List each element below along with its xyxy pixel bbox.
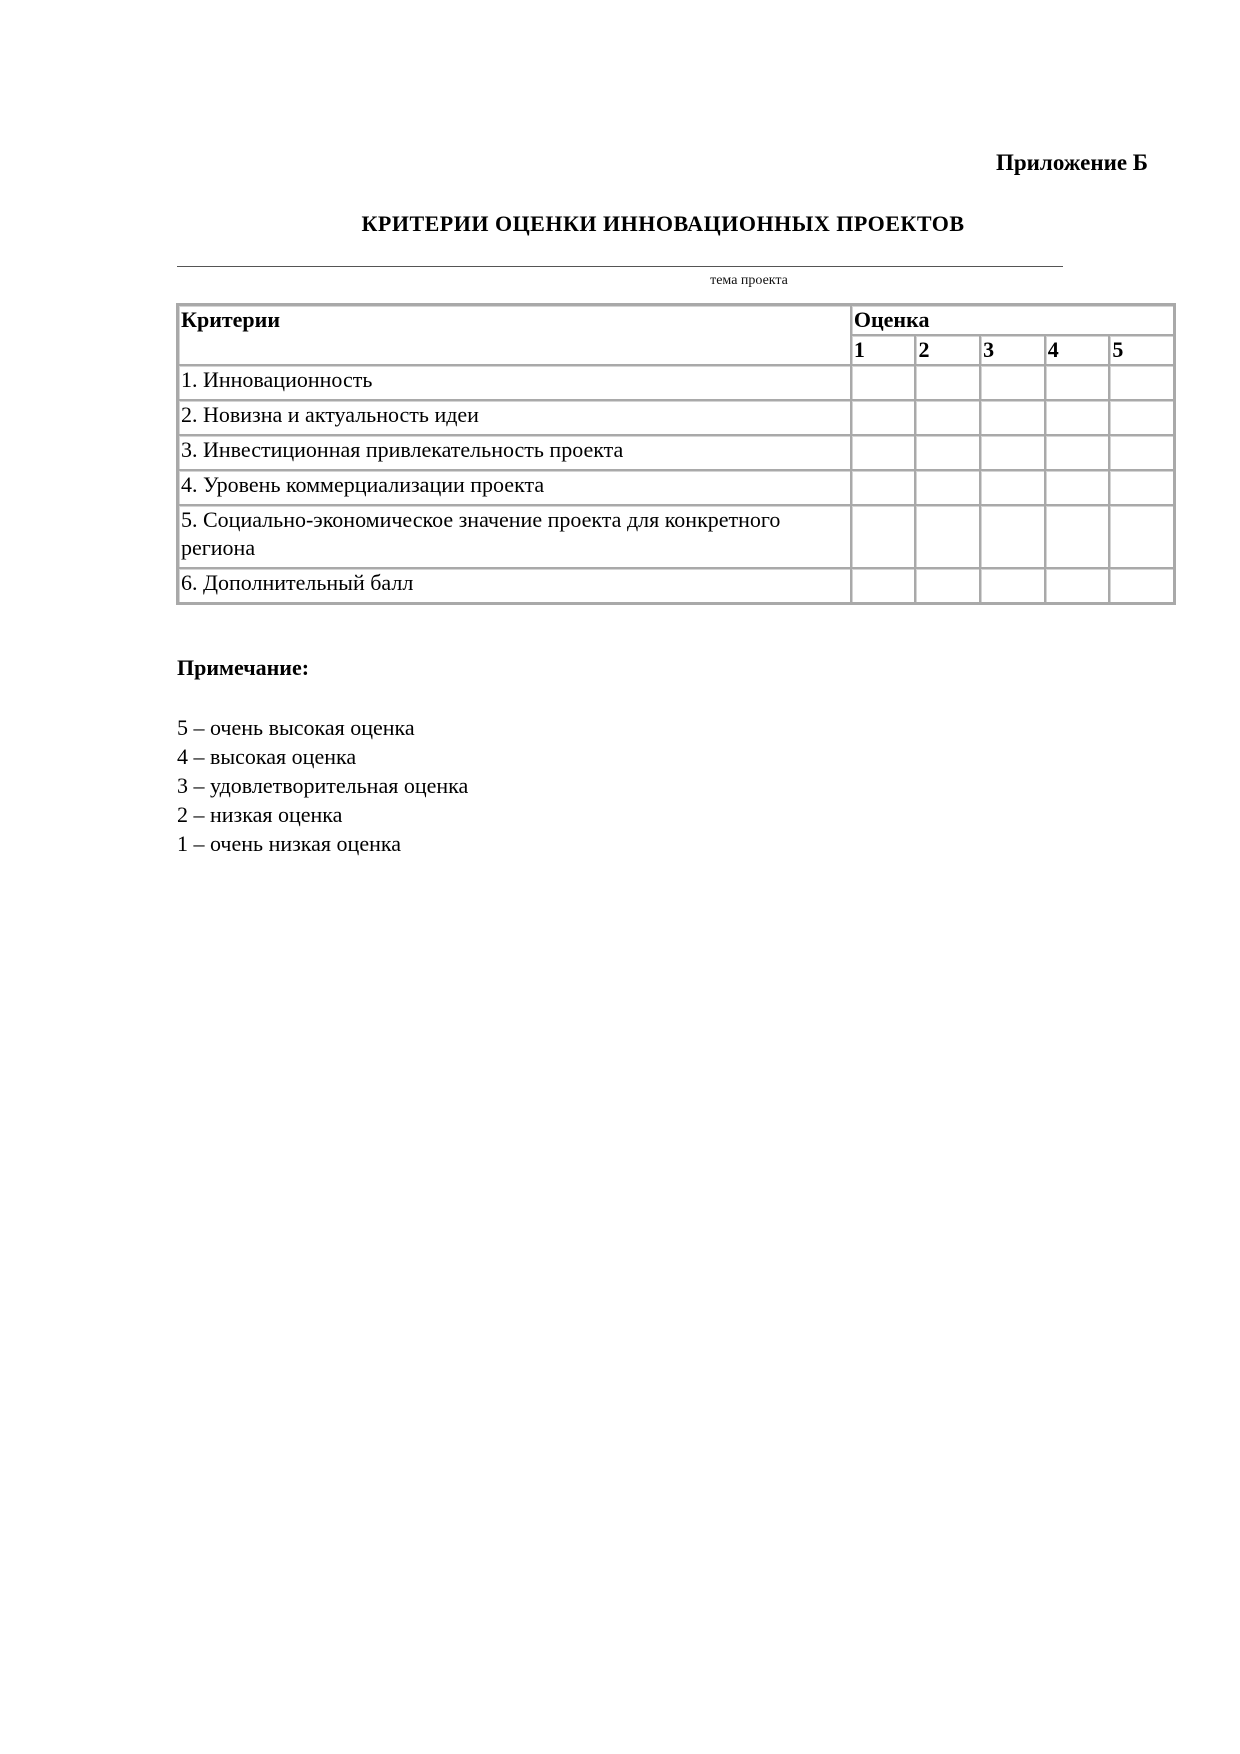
score-cell[interactable] [980, 365, 1045, 400]
criterion-label: 6. Дополнительный балл [178, 568, 851, 603]
topic-caption: тема проекта [710, 273, 788, 288]
table-header-row [178, 305, 1174, 335]
list-item: 3 – удовлетворительная оценка [177, 773, 469, 798]
list-item: 2 – низкая оценка [177, 802, 343, 827]
score-legend [177, 713, 468, 858]
score-column-4: 4 [1045, 335, 1110, 365]
list-item: 4 – высокая оценка [177, 744, 357, 769]
document-title: КРИТЕРИИ ОЦЕНКИ ИННОВАЦИОННЫХ ПРОЕКТОВ [361, 211, 965, 236]
score-cell[interactable] [915, 568, 980, 603]
score-cell[interactable] [1045, 568, 1110, 603]
score-cell[interactable] [1045, 505, 1110, 568]
table-row [178, 568, 1174, 603]
score-cell[interactable] [915, 365, 980, 400]
score-cell[interactable] [851, 435, 916, 470]
list-item: 5 – очень высокая оценка [177, 715, 415, 740]
score-cell[interactable] [851, 365, 916, 400]
score-cell[interactable] [915, 505, 980, 568]
score-cell[interactable] [1109, 435, 1174, 470]
score-cell[interactable] [1109, 365, 1174, 400]
criterion-label: 3. Инвестиционная привлекательность проекта [178, 435, 851, 470]
score-cell[interactable] [851, 400, 916, 435]
score-cell[interactable] [980, 505, 1045, 568]
score-cell[interactable] [1109, 470, 1174, 505]
list-item: 1 – очень низкая оценка [177, 831, 401, 856]
criterion-label: 2. Новизна и актуальность идеи [178, 400, 851, 435]
score-cell[interactable] [915, 435, 980, 470]
score-cell[interactable] [1109, 505, 1174, 568]
score-cell[interactable] [915, 470, 980, 505]
score-cell[interactable] [915, 400, 980, 435]
score-cell[interactable] [851, 470, 916, 505]
criterion-label: 5. Социально-экономическое значение проекта для конкретного региона [178, 505, 851, 568]
score-cell[interactable] [851, 568, 916, 603]
criteria-table [176, 303, 1176, 605]
table-row [178, 400, 1174, 435]
table-row [178, 505, 1174, 568]
score-cell[interactable] [1045, 365, 1110, 400]
score-cell[interactable] [1045, 470, 1110, 505]
table-row [178, 365, 1174, 400]
table-row [178, 470, 1174, 505]
table-row [178, 435, 1174, 470]
score-cell[interactable] [1109, 400, 1174, 435]
score-cell[interactable] [1045, 400, 1110, 435]
topic-input-line[interactable] [177, 266, 1063, 267]
score-column-5: 5 [1109, 335, 1174, 365]
score-cell[interactable] [980, 470, 1045, 505]
criterion-label: 4. Уровень коммерциализации проекта [178, 470, 851, 505]
appendix-label: Приложение Б [995, 150, 1148, 175]
note-title: Примечание: [177, 655, 310, 680]
criterion-label: 1. Инновационность [178, 365, 851, 400]
score-cell[interactable] [980, 400, 1045, 435]
score-column-1: 1 [851, 335, 916, 365]
score-cell[interactable] [980, 568, 1045, 603]
criteria-column-header: Критерии [178, 305, 851, 365]
score-cell[interactable] [1045, 435, 1110, 470]
score-column-2: 2 [915, 335, 980, 365]
score-cell[interactable] [1109, 568, 1174, 603]
score-cell[interactable] [851, 505, 916, 568]
score-column-3: 3 [980, 335, 1045, 365]
score-cell[interactable] [980, 435, 1045, 470]
score-column-header: Оценка [851, 305, 1174, 335]
